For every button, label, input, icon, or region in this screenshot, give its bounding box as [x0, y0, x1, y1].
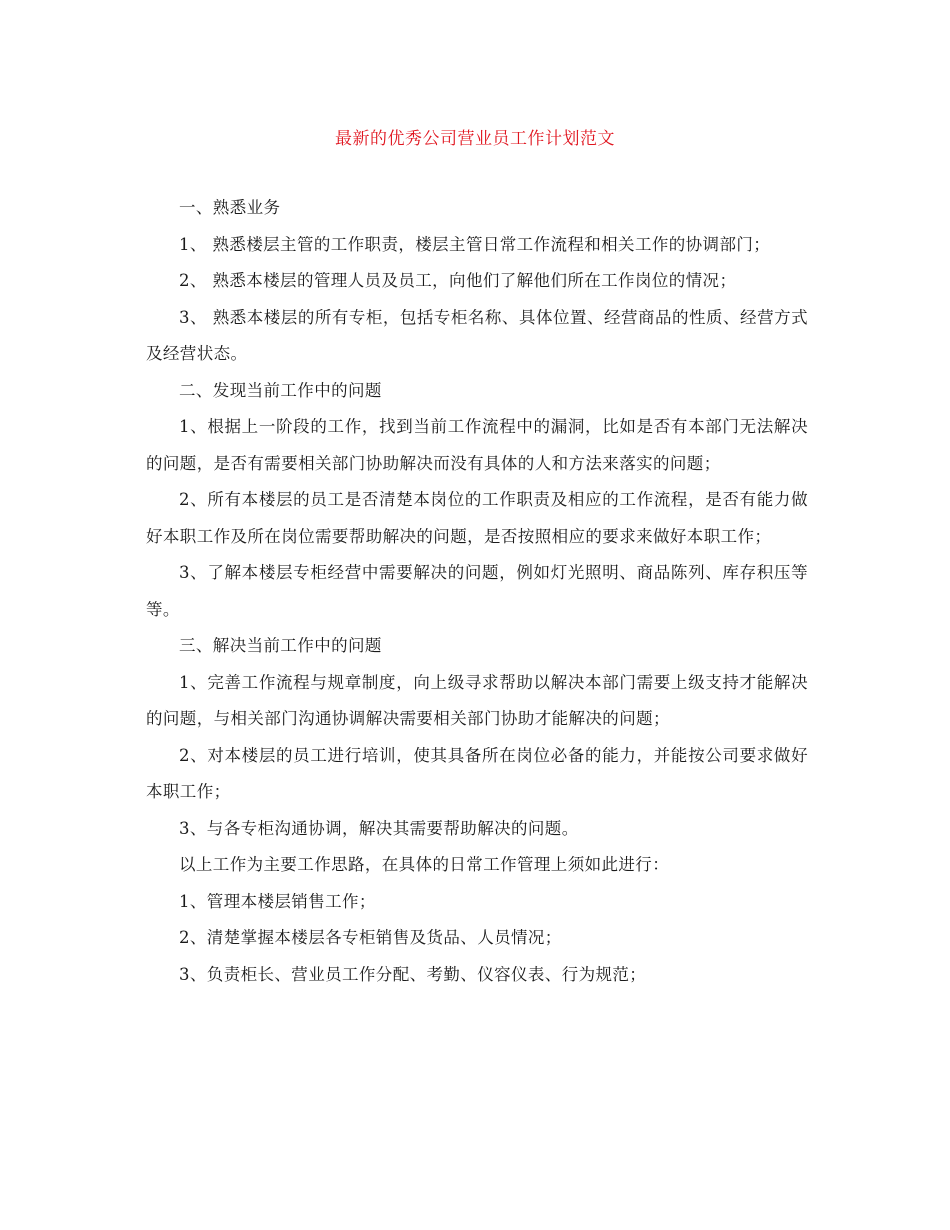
paragraph: 1、 熟悉楼层主管的工作职责，楼层主管日常工作流程和相关工作的协调部门；: [179, 234, 771, 254]
paragraph: 2、所有本楼层的员工是否清楚本岗位的工作职责及相应的工作流程，是否有能力做好本职工作及所在岗位需要帮助解决的问题，是否按照相应的要求来做好本职工作；: [146, 490, 808, 546]
section-heading-familiarize: 一、熟悉业务: [179, 198, 281, 217]
paragraph: 1、管理本楼层销售工作；: [179, 891, 376, 911]
document-body: [146, 190, 808, 993]
document-title: 最新的优秀公司营业员工作计划范文: [335, 129, 615, 149]
section-heading-solutions: 三、解决当前工作中的问题: [179, 636, 382, 655]
paragraph: 3、 熟悉本楼层的所有专柜，包括专柜名称、具体位置、经营商品的性质、经营方式及经营状态。: [146, 307, 808, 363]
section-heading-problems: 二、发现当前工作中的问题: [179, 380, 382, 400]
paragraph: 1、完善工作流程与规章制度，向上级寻求帮助以解决本部门需要上级支持才能解决的问题，与相关部门沟通协调解决需要相关部门协助才能解决的问题；: [146, 672, 808, 728]
paragraph: 2、清楚掌握本楼层各专柜销售及货品、人员情况；: [179, 928, 562, 947]
paragraph: 1、根据上一阶段的工作，找到当前工作流程中的漏洞，比如是否有本部门无法解决的问题，是否有需要相关部门协助解决而没有具体的人和方法来落实的问题；: [146, 417, 808, 473]
paragraph: 3、了解本楼层专柜经营中需要解决的问题，例如灯光照明、商品陈列、库存积压等等。: [146, 563, 808, 619]
paragraph: 以上工作为主要工作思路，在具体的日常工作管理上须如此进行：: [179, 855, 670, 874]
paragraph: 3、负责柜长、营业员工作分配、考勤、仪容仪表、行为规范；: [179, 964, 647, 984]
paragraph: 2、 熟悉本楼层的管理人员及员工，向他们了解他们所在工作岗位的情况；: [179, 271, 737, 290]
paragraph: 3、与各专柜沟通协调，解决其需要帮助解决的问题。: [179, 818, 579, 838]
paragraph: 2、对本楼层的员工进行培训，使其具备所在岗位必备的能力，并能按公司要求做好本职工作；: [146, 745, 808, 801]
